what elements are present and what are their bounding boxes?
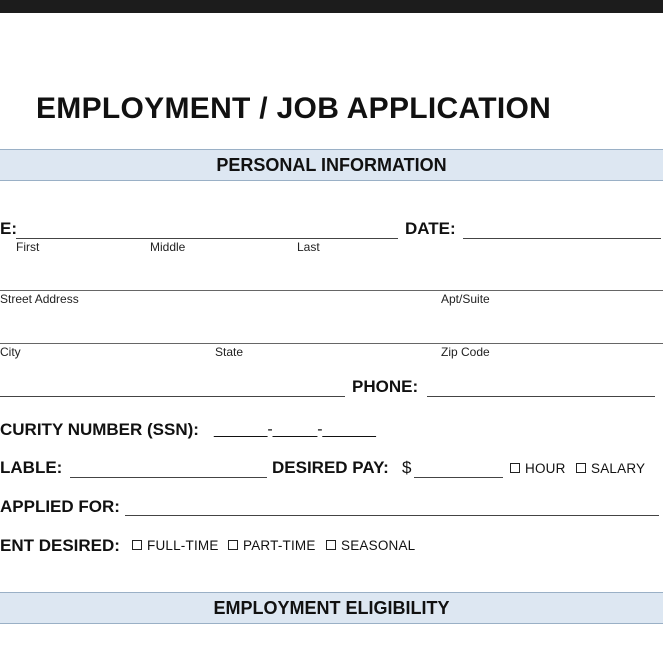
seasonal-checkbox[interactable] [326,540,336,550]
ssn-label: CURITY NUMBER (SSN): [0,420,199,439]
apt-suite-sub: Apt/Suite [441,292,490,306]
phone-label: PHONE: [352,377,419,396]
seasonal-label: SEASONAL [341,538,416,553]
full-time-checkbox[interactable] [132,540,142,550]
salary-option[interactable] [576,461,645,476]
top-dark-bar [0,0,663,13]
full-time-option[interactable] [132,538,219,553]
desired-pay-label: DESIRED PAY: [272,458,389,477]
part-time-checkbox[interactable] [228,540,238,550]
name-field[interactable] [16,238,398,239]
ssn-field[interactable]: ______-_____-______ [214,421,376,438]
currency-sign: $ [402,458,412,477]
street-address-sub: Street Address [0,292,79,306]
hour-checkbox[interactable] [510,463,520,473]
section-band-personal [0,149,663,181]
date-available-label: LABLE: [0,458,63,477]
zip-code-sub: Zip Code [441,345,490,359]
date-available-field[interactable] [70,477,267,478]
position-applied-label: APPLIED FOR: [0,497,120,516]
hour-label: HOUR [525,461,566,476]
seasonal-option[interactable] [326,538,415,553]
phone-field[interactable] [427,396,655,397]
date-label: DATE: [405,219,456,238]
section-title-eligibility: EMPLOYMENT ELIGIBILITY [213,598,450,618]
part-time-label: PART-TIME [243,538,316,553]
state-sub: State [215,345,244,359]
city-sub: City [0,345,21,359]
name-sub-last: Last [297,240,320,254]
employment-desired-label: ENT DESIRED: [0,536,120,555]
date-field[interactable] [463,238,661,239]
street-address-field[interactable] [0,290,663,291]
section-band-eligibility [0,592,663,624]
section-title-personal: PERSONAL INFORMATION [216,155,447,175]
hour-option[interactable] [510,461,566,476]
name-sub-middle: Middle [150,240,186,254]
full-time-label: FULL-TIME [147,538,219,553]
desired-pay-field[interactable] [414,477,503,478]
position-applied-field[interactable] [125,515,659,516]
name-label: E: [0,219,17,238]
form-title: EMPLOYMENT / JOB APPLICATION [36,92,552,125]
salary-label: SALARY [591,461,646,476]
city-state-zip-field[interactable] [0,343,663,344]
name-sub-first: First [16,240,40,254]
part-time-option[interactable] [228,538,316,553]
email-field[interactable] [0,396,345,397]
salary-checkbox[interactable] [576,463,586,473]
